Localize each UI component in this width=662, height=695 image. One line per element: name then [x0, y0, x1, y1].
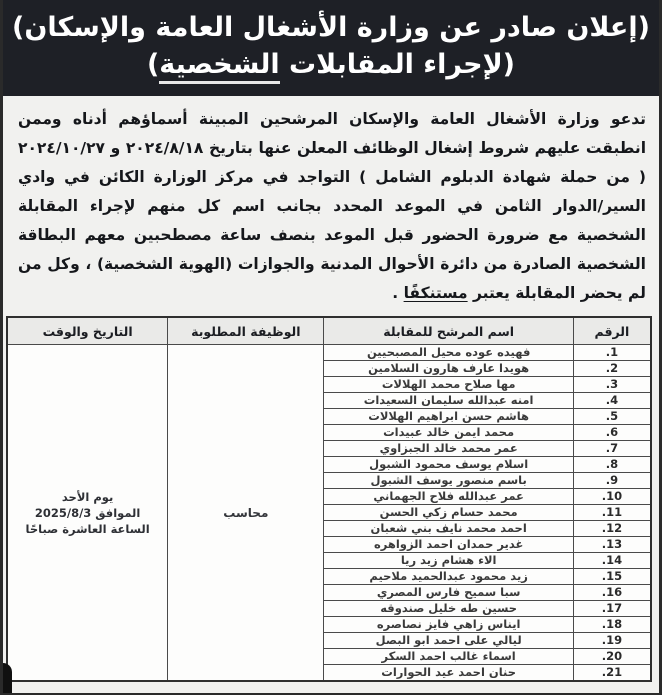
row-number: 2.: [573, 361, 651, 377]
candidate-name: هويدا عارف هارون السلامين: [324, 361, 573, 377]
row-number: 17.: [573, 601, 651, 617]
row-number: 5.: [573, 409, 651, 425]
row-number: 16.: [573, 585, 651, 601]
row-number: 18.: [573, 617, 651, 633]
table-header-row: [7, 317, 651, 345]
datetime-date: الموافق 2025/8/3: [34, 505, 141, 520]
column-header-datetime: التاريخ والوقت: [7, 317, 168, 345]
candidate-name: اسماء غالب احمد السكر: [324, 649, 573, 665]
candidate-name: الاء هشام زيد ريا: [324, 553, 573, 569]
candidate-name: اسلام يوسف محمود الشبول: [324, 457, 573, 473]
datetime-day: يوم الأحد: [61, 489, 114, 504]
row-number: 11.: [573, 505, 651, 521]
column-header-job: الوظيفة المطلوبة: [168, 317, 324, 345]
announcement-header: [3, 0, 659, 96]
row-number: 7.: [573, 441, 651, 457]
candidate-name: عمر محمد خالد الجبزاوي: [324, 441, 573, 457]
row-number: 21.: [573, 665, 651, 682]
table-row: [7, 345, 651, 361]
candidate-name: محمد ايمن خالد عبيدات: [324, 425, 573, 441]
candidate-name: باسم منصور يوسف الشبول: [324, 473, 573, 489]
announcement-body-paragraph: [3, 96, 659, 313]
row-number: 15.: [573, 569, 651, 585]
header-title-line1: (إعلان صادر عن وزارة الأشغال العامة والإسكان): [12, 12, 650, 43]
datetime-cell: [7, 345, 168, 682]
row-number: 1.: [573, 345, 651, 361]
row-number: 13.: [573, 537, 651, 553]
candidate-name: فهيده عوده محيل المصبحيين: [324, 345, 573, 361]
paragraph-underlined-word: مستنكفًا: [403, 284, 468, 302]
candidates-table-body: [7, 345, 651, 682]
row-number: 8.: [573, 457, 651, 473]
candidate-name: ليالي على احمد ابو البصل: [324, 633, 573, 649]
candidate-name: غدير حمدان احمد الزواهره: [324, 537, 573, 553]
header-line2-prefix: (لإجراء المقابلات: [279, 49, 516, 80]
header-line2-suffix: ): [146, 49, 160, 80]
scan-corner-artifact: [3, 663, 12, 693]
paragraph-main-text: تدعو وزارة الأشغال العامة والإسكان المرشحين المبينة أسماؤهم أدناه وممن انطبقت عليهم شروط إشغال الوظائف المعلن عنها بتاريخ ٢٠٢٤/٨/١٨ و ٢٠٢٤/١٠/٢٧ ( من حملة شهادة الدبلوم الشامل ) التواجد في مركز الوزارة الكائن في وادي السير/الدوار الثامن في الموعد المحدد بجانب اسم كل منهم لإجراء المقابلة الشخصية مع ضرورة الحضور قبل الموعد بنصف ساعة مصطحبين معهم البطاقة الشخصية الصادرة من دائرة الأحوال المدنية والجوازات (الهوية الشخصية) ، وكل من لم يحضر المقابلة يعتبر: [18, 110, 647, 302]
row-number: 19.: [573, 633, 651, 649]
row-number: 9.: [573, 473, 651, 489]
row-number: 3.: [573, 377, 651, 393]
candidate-name: هاشم حسن ابراهيم الهلالات: [324, 409, 573, 425]
candidate-name: امنه عبدالله سليمان السعيدات: [324, 393, 573, 409]
candidate-name: محمد حسام زكي الحسن: [324, 505, 573, 521]
job-cell: محاسب: [168, 345, 324, 682]
column-header-candidate-name: اسم المرشح للمقابلة: [324, 317, 573, 345]
candidate-name: سبا سميح فارس المصري: [324, 585, 573, 601]
row-number: 12.: [573, 521, 651, 537]
datetime-hour: الساعة العاشرة صباحًا: [25, 521, 150, 536]
candidate-name: مها صلاح محمد الهلالات: [324, 377, 573, 393]
candidate-name: حنان احمد عيد الحوارات: [324, 665, 573, 682]
candidate-name: احمد محمد نايف بني شعبان: [324, 521, 573, 537]
header-title-line2: [9, 46, 653, 83]
row-number: 10.: [573, 489, 651, 505]
row-number: 4.: [573, 393, 651, 409]
candidate-name: ايناس زاهي فايز نصاصره: [324, 617, 573, 633]
paragraph-period: .: [392, 284, 404, 302]
candidate-name: حسين طه خليل صندوقه: [324, 601, 573, 617]
row-number: 14.: [573, 553, 651, 569]
row-number: 20.: [573, 649, 651, 665]
header-line2-underlined: الشخصية: [159, 49, 279, 84]
candidates-table: [6, 316, 652, 682]
candidate-name: زيد محمود عبدالحميد ملاحيم: [324, 569, 573, 585]
row-number: 6.: [573, 425, 651, 441]
candidate-name: عمر عبدالله فلاح الجهماني: [324, 489, 573, 505]
candidates-table-head: [7, 317, 651, 345]
column-header-number: الرقم: [573, 317, 651, 345]
